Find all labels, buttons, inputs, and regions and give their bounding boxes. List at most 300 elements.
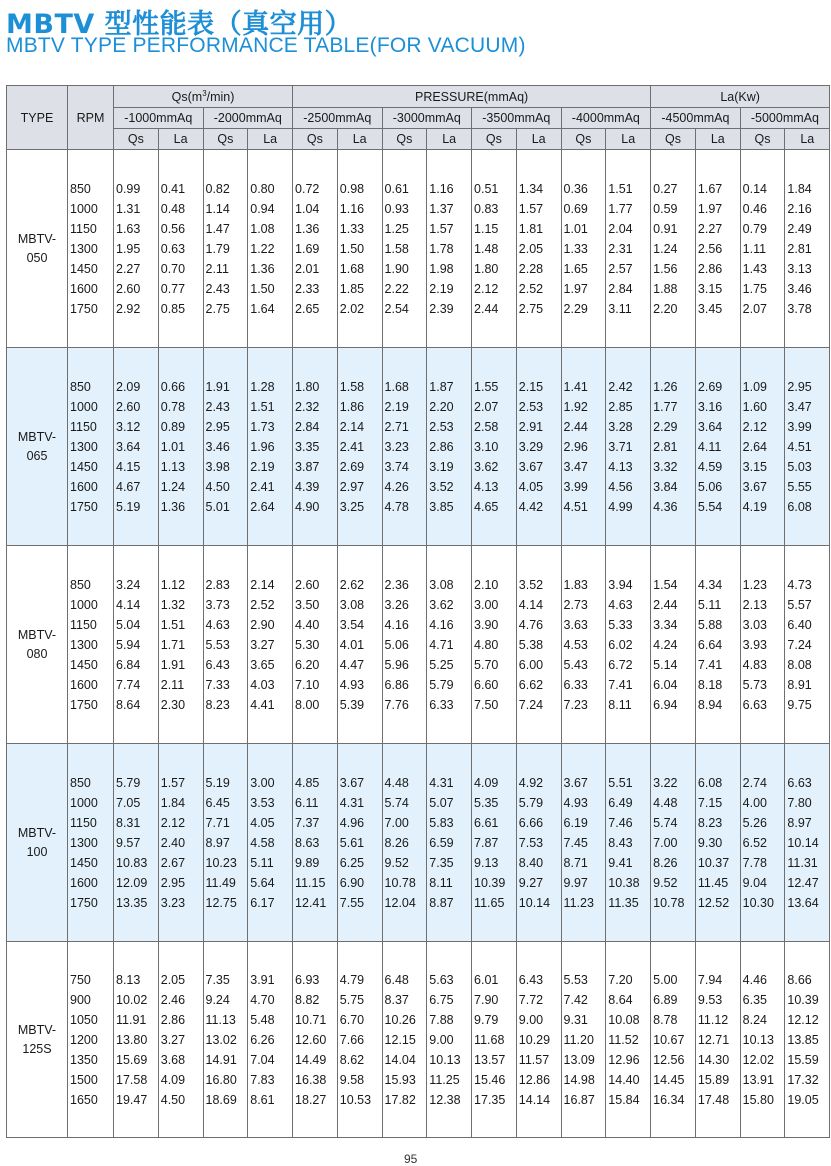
- qs-value: 1.31: [116, 201, 141, 216]
- la-values-cell: [695, 150, 740, 348]
- qs-value: 8.13: [116, 972, 141, 987]
- qs-value: 2.65: [295, 301, 320, 316]
- qs-value: 10.83: [116, 855, 148, 870]
- qs-value: 5.70: [474, 657, 499, 672]
- la-value: 2.14: [339, 419, 365, 434]
- la-value: 2.14: [250, 577, 275, 592]
- qs-values-cell: [114, 744, 159, 942]
- la-value: 4.71: [429, 637, 454, 652]
- qs-value: 2.01: [295, 261, 320, 276]
- rpm-value: 1000: [70, 201, 98, 216]
- qs-value: 11.91: [116, 1012, 147, 1027]
- rpm-cell: [68, 942, 114, 1138]
- qs-value: 6.93: [295, 972, 320, 987]
- qs-values-cell: [293, 348, 338, 546]
- la-value: 7.15: [697, 795, 723, 810]
- la-value: 0.85: [160, 301, 186, 316]
- qs-value: 3.34: [653, 617, 678, 632]
- la-values-cell: [606, 942, 651, 1138]
- la-value: 3.54: [339, 617, 365, 632]
- la-values-cell: [248, 546, 293, 744]
- la-value: 1.84: [160, 795, 186, 810]
- qs-value: 1.15: [474, 221, 499, 236]
- la-value: 4.50: [160, 1092, 186, 1107]
- rpm-value: 1500: [70, 1072, 98, 1087]
- la-values-cell: [695, 348, 740, 546]
- la-value: 11.25: [429, 1072, 460, 1087]
- page-number: 95: [404, 1152, 418, 1166]
- qs-value: 5.73: [742, 677, 767, 692]
- qs-value: 4.65: [474, 499, 499, 514]
- la-value: 3.85: [429, 499, 454, 514]
- qs-value: 11.20: [563, 1032, 594, 1047]
- rpm-value: 850: [70, 181, 91, 196]
- la-value: 9.53: [697, 992, 723, 1007]
- la-values-cell: [427, 942, 472, 1138]
- qs-value: 3.73: [205, 597, 230, 612]
- la-value: 4.99: [608, 499, 633, 514]
- la-values-cell: [606, 348, 651, 546]
- la-value: 3.45: [697, 301, 723, 316]
- la-value: 1.24: [160, 479, 186, 494]
- qs-value: 8.71: [563, 855, 588, 870]
- qs-value: 1.97: [563, 281, 588, 296]
- qs-value: 1.36: [295, 221, 320, 236]
- qs-subheader: Qs: [293, 129, 338, 150]
- qs-value: 2.33: [295, 281, 320, 296]
- la-value: 4.79: [339, 972, 365, 987]
- qs-value: 2.07: [742, 301, 767, 316]
- qs-value: 5.96: [384, 657, 409, 672]
- la-value: 4.13: [608, 459, 633, 474]
- la-value: 1.77: [608, 201, 633, 216]
- qs-value: 3.10: [474, 439, 499, 454]
- la-value: 5.11: [697, 597, 722, 612]
- qs-value: 5.04: [116, 617, 141, 632]
- qs-value: 4.15: [116, 459, 141, 474]
- qs-values-cell: [203, 348, 248, 546]
- qs-value: 4.63: [205, 617, 230, 632]
- la-value: 10.08: [608, 1012, 640, 1027]
- la-value: 6.25: [339, 855, 365, 870]
- qs-value: 2.12: [474, 281, 499, 296]
- qs-value: 13.02: [205, 1032, 237, 1047]
- qs-value: 6.01: [474, 972, 499, 987]
- pressure-row: [7, 108, 830, 129]
- qs-value: 4.39: [295, 479, 320, 494]
- la-value: 5.64: [250, 875, 275, 890]
- qs-value: 2.60: [116, 281, 141, 296]
- la-value: 4.76: [518, 617, 544, 632]
- la-value: 2.42: [608, 379, 633, 394]
- qs-value: 9.57: [116, 835, 141, 850]
- qs-value: 1.14: [205, 201, 230, 216]
- rpm-value: 1450: [70, 261, 98, 276]
- la-value: 7.41: [697, 657, 723, 672]
- la-value: 4.05: [250, 815, 275, 830]
- qs-unit-header: $Qs(m^3/\min)$: [114, 86, 293, 108]
- la-value: 12.52: [697, 895, 730, 910]
- la-value: 2.53: [429, 419, 454, 434]
- qs-value: 9.52: [653, 875, 678, 890]
- la-value: 7.53: [518, 835, 544, 850]
- qs-value: 4.24: [653, 637, 678, 652]
- qs-value: 5.19: [205, 775, 230, 790]
- la-subheader: La: [516, 129, 561, 150]
- la-values-cell: [427, 744, 472, 942]
- la-subheader: La: [337, 129, 382, 150]
- qs-value: 5.30: [295, 637, 320, 652]
- rpm-value: 1150: [70, 617, 97, 632]
- la-value: 2.84: [608, 281, 633, 296]
- qs-value: 1.58: [384, 241, 409, 256]
- qs-value: 3.67: [563, 775, 588, 790]
- qs-value: 3.24: [116, 577, 141, 592]
- qs-value: 11.15: [295, 875, 326, 890]
- la-value: 2.39: [429, 301, 454, 316]
- qs-value: 3.67: [742, 479, 767, 494]
- la-value: 4.41: [250, 697, 275, 712]
- qs-value: 1.68: [384, 379, 409, 394]
- qs-value: 6.63: [742, 697, 767, 712]
- la-value: 3.27: [160, 1032, 186, 1047]
- qs-value: 0.91: [653, 221, 678, 236]
- rpm-value: 1150: [70, 815, 97, 830]
- model-type-label: 080: [26, 646, 48, 661]
- la-values-cell: [427, 348, 472, 546]
- rpm-value: 900: [70, 992, 91, 1007]
- qs-value: 13.09: [563, 1052, 595, 1067]
- la-value: 7.80: [787, 795, 812, 810]
- la-value: 10.38: [608, 875, 640, 890]
- la-values-cell: [248, 150, 293, 348]
- qs-value: 17.58: [116, 1072, 148, 1087]
- qs-value: 8.97: [205, 835, 230, 850]
- qs-value: 2.43: [205, 399, 230, 414]
- rpm-value: 1300: [70, 241, 98, 256]
- qs-value: 4.67: [116, 479, 141, 494]
- qs-value: 0.14: [742, 181, 767, 196]
- la-value: 2.56: [697, 241, 723, 256]
- la-value: 2.53: [518, 399, 544, 414]
- la-values-cell: [248, 348, 293, 546]
- qs-value: 3.74: [384, 459, 409, 474]
- la-value: 0.94: [250, 201, 275, 216]
- la-value: 6.62: [518, 677, 544, 692]
- qs-values-cell: [651, 546, 696, 744]
- la-value: 5.63: [429, 972, 454, 987]
- qs-value: 2.60: [295, 577, 320, 592]
- la-values-cell: [785, 150, 830, 348]
- pressure-header-cell: -3000mmAq: [382, 108, 472, 129]
- la-value: 5.48: [250, 1012, 275, 1027]
- la-value: 2.91: [518, 419, 544, 434]
- la-value: 7.72: [518, 992, 544, 1007]
- model-type-label: 100: [26, 844, 48, 859]
- la-value: 17.32: [787, 1072, 819, 1087]
- la-value: 8.23: [697, 815, 723, 830]
- qs-value: 1.43: [742, 261, 767, 276]
- qs-value: 2.44: [563, 419, 588, 434]
- qs-value: 10.67: [653, 1032, 685, 1047]
- qs-subheader: Qs: [203, 129, 248, 150]
- qs-values-cell: [203, 150, 248, 348]
- qs-value: 5.14: [653, 657, 678, 672]
- qs-value: 12.09: [116, 875, 148, 890]
- la-value: 2.19: [250, 459, 275, 474]
- la-value: 0.80: [250, 181, 275, 196]
- la-values-cell: [785, 348, 830, 546]
- la-value: 1.97: [697, 201, 723, 216]
- header-row-group: [7, 86, 830, 108]
- qs-value: 8.24: [742, 1012, 767, 1027]
- rpm-header: RPM: [68, 86, 114, 150]
- qs-value: 3.50: [295, 597, 320, 612]
- qs-subheader: Qs: [651, 129, 696, 150]
- qs-value: 4.36: [653, 499, 678, 514]
- qs-value: 2.54: [384, 301, 409, 316]
- qs-value: 7.05: [116, 795, 141, 810]
- qs-value: 4.78: [384, 499, 409, 514]
- la-value: 6.63: [787, 775, 812, 790]
- rpm-value: 850: [70, 379, 91, 394]
- la-values-cell: [785, 744, 830, 942]
- la-value: 3.46: [787, 281, 812, 296]
- qs-value: 5.79: [116, 775, 141, 790]
- la-value: 1.87: [429, 379, 454, 394]
- model-type-label: MBTV-: [17, 1022, 57, 1037]
- qs-value: 3.87: [295, 459, 320, 474]
- qs-value: 9.97: [563, 875, 588, 890]
- la-value: 11.45: [697, 875, 729, 890]
- la-value: 8.87: [429, 895, 454, 910]
- la-values-cell: [158, 348, 203, 546]
- la-value: 12.47: [787, 875, 819, 890]
- la-value: 1.57: [518, 201, 544, 216]
- qs-value: 8.37: [384, 992, 409, 1007]
- pressure-header-cell: -2000mmAq: [203, 108, 293, 129]
- la-value: 7.94: [697, 972, 723, 987]
- la-value: 2.52: [518, 281, 544, 296]
- la-values-cell: [337, 744, 382, 942]
- la-value: 3.67: [518, 459, 544, 474]
- qs-value: 2.10: [474, 577, 499, 592]
- pressure-header-cell: -1000mmAq: [114, 108, 204, 129]
- qs-value: 6.04: [653, 677, 678, 692]
- qs-value: 2.71: [384, 419, 409, 434]
- la-value: 2.49: [787, 221, 812, 236]
- la-value: 8.64: [608, 992, 633, 1007]
- qs-value: 13.57: [474, 1052, 506, 1067]
- qs-value: 7.37: [295, 815, 320, 830]
- qs-value: 3.32: [653, 459, 678, 474]
- model-type-label: MBTV-: [17, 429, 57, 444]
- la-value: 1.51: [160, 617, 186, 632]
- la-value: 4.47: [339, 657, 365, 672]
- la-value: 1.91: [160, 657, 186, 672]
- qs-value: 1.95: [116, 241, 141, 256]
- qs-value: 6.86: [384, 677, 409, 692]
- la-values-cell: [606, 546, 651, 744]
- la-value: 7.35: [429, 855, 454, 870]
- la-value: 6.00: [518, 657, 544, 672]
- la-value: 4.93: [339, 677, 365, 692]
- qs-value: 1.26: [653, 379, 678, 394]
- qs-value: 2.44: [653, 597, 678, 612]
- la-value: 3.29: [518, 439, 544, 454]
- qs-value: 15.93: [384, 1072, 416, 1087]
- qs-subheader: Qs: [114, 129, 159, 150]
- qs-value: 2.83: [205, 577, 230, 592]
- la-value: 7.04: [250, 1052, 275, 1067]
- pressure-header-cell: -4500mmAq: [651, 108, 741, 129]
- qs-value: 6.45: [205, 795, 230, 810]
- qs-value: 1.11: [742, 241, 767, 256]
- la-value: 8.91: [787, 677, 812, 692]
- qs-value: 8.31: [116, 815, 141, 830]
- la-value: 2.62: [339, 577, 365, 592]
- la-value: 2.95: [787, 379, 812, 394]
- la-value: 15.84: [608, 1092, 640, 1107]
- qs-value: 5.01: [205, 499, 230, 514]
- qs-value: 12.75: [205, 895, 237, 910]
- rpm-value: 1600: [70, 677, 98, 692]
- la-value: 1.13: [160, 459, 186, 474]
- qs-value: 11.68: [474, 1032, 505, 1047]
- qs-value: 2.58: [474, 419, 499, 434]
- la-value: 19.05: [787, 1092, 819, 1107]
- la-value: 10.13: [429, 1052, 461, 1067]
- qs-value: 7.10: [295, 677, 320, 692]
- qs-value: 1.88: [653, 281, 678, 296]
- qs-value: 1.41: [563, 379, 588, 394]
- la-value: 6.40: [787, 617, 812, 632]
- qs-value: 9.04: [742, 875, 767, 890]
- rpm-value: 1750: [70, 301, 98, 316]
- la-value: 2.16: [787, 201, 812, 216]
- qs-value: 13.91: [742, 1072, 774, 1087]
- qs-value: 1.04: [295, 201, 320, 216]
- qs-values-cell: [561, 150, 606, 348]
- la-values-cell: [337, 348, 382, 546]
- la-value: 2.75: [518, 301, 544, 316]
- la-value: 3.08: [339, 597, 365, 612]
- type-header: TYPE: [7, 86, 68, 150]
- la-value: 14.14: [518, 1092, 551, 1107]
- la-value: 2.41: [339, 439, 365, 454]
- qs-value: 10.78: [653, 895, 685, 910]
- la-subheader: La: [248, 129, 293, 150]
- qs-value: 6.20: [295, 657, 320, 672]
- qs-values-cell: [561, 546, 606, 744]
- la-values-cell: [427, 546, 472, 744]
- la-value: 1.50: [250, 281, 275, 296]
- la-unit-header: La(Kw): [651, 86, 830, 108]
- la-value: 6.26: [250, 1032, 275, 1047]
- qs-value: 3.90: [474, 617, 499, 632]
- qs-value: 2.84: [295, 419, 320, 434]
- qs-value: 1.09: [742, 379, 767, 394]
- la-values-cell: [337, 150, 382, 348]
- qs-value: 6.35: [742, 992, 767, 1007]
- la-value: 1.50: [339, 241, 365, 256]
- qs-value: 8.26: [653, 855, 678, 870]
- la-value: 2.95: [160, 875, 186, 890]
- qs-value: 1.69: [295, 241, 320, 256]
- qs-value: 3.00: [474, 597, 499, 612]
- la-value: 5.55: [787, 479, 812, 494]
- la-value: 13.64: [787, 895, 819, 910]
- la-value: 5.06: [697, 479, 723, 494]
- qs-value: 6.11: [295, 795, 319, 810]
- rpm-value: 1000: [70, 597, 98, 612]
- la-value: 13.85: [787, 1032, 819, 1047]
- qs-value: 7.71: [205, 815, 230, 830]
- qs-values-cell: [382, 348, 427, 546]
- la-value: 1.57: [160, 775, 186, 790]
- rpm-value: 1000: [70, 795, 98, 810]
- qs-value: 1.83: [563, 577, 588, 592]
- la-value: 7.24: [787, 637, 812, 652]
- qs-value: 1.55: [474, 379, 499, 394]
- la-value: 4.31: [339, 795, 365, 810]
- qs-value: 7.90: [474, 992, 499, 1007]
- la-value: 3.52: [518, 577, 544, 592]
- qs-value: 3.03: [742, 617, 767, 632]
- qs-values-cell: [740, 942, 785, 1138]
- la-value: 3.23: [160, 895, 186, 910]
- qs-value: 2.07: [474, 399, 499, 414]
- qs-value: 6.43: [205, 657, 230, 672]
- la-value: 1.51: [608, 181, 633, 196]
- la-values-cell: [785, 546, 830, 744]
- pressure-header: PRESSURE(mmAq): [293, 86, 651, 108]
- model-type-label: 050: [26, 250, 48, 265]
- qs-value: 8.64: [116, 697, 141, 712]
- rpm-value: 1300: [70, 637, 98, 652]
- la-value: 2.05: [518, 241, 544, 256]
- la-subheader: La: [606, 129, 651, 150]
- qs-value: 1.77: [653, 399, 678, 414]
- la-value: 4.16: [429, 617, 454, 632]
- la-value: 10.39: [787, 992, 819, 1007]
- model-type-label: 125S: [22, 1041, 52, 1056]
- qs-values-cell: [561, 744, 606, 942]
- qs-values-cell: [651, 942, 696, 1138]
- la-value: 10.37: [697, 855, 730, 870]
- rpm-cell: [68, 744, 114, 942]
- qs-value: 2.20: [653, 301, 678, 316]
- la-value: 3.91: [250, 972, 275, 987]
- la-value: 0.41: [160, 181, 186, 196]
- qs-value: 4.13: [474, 479, 499, 494]
- la-value: 3.15: [697, 281, 723, 296]
- la-value: 4.31: [429, 775, 454, 790]
- qs-value: 12.04: [384, 895, 416, 910]
- qs-value: 1.60: [742, 399, 767, 414]
- qs-value: 1.47: [205, 221, 230, 236]
- rpm-cell: [68, 348, 114, 546]
- qs-value: 2.74: [742, 775, 767, 790]
- rpm-value: 850: [70, 577, 91, 592]
- la-values-cell: [516, 546, 561, 744]
- qs-value: 0.93: [384, 201, 409, 216]
- qs-value: 5.43: [563, 657, 588, 672]
- la-values-cell: [158, 546, 203, 744]
- la-value: 9.27: [518, 875, 544, 890]
- la-value: 6.17: [250, 895, 275, 910]
- la-value: 1.16: [429, 181, 454, 196]
